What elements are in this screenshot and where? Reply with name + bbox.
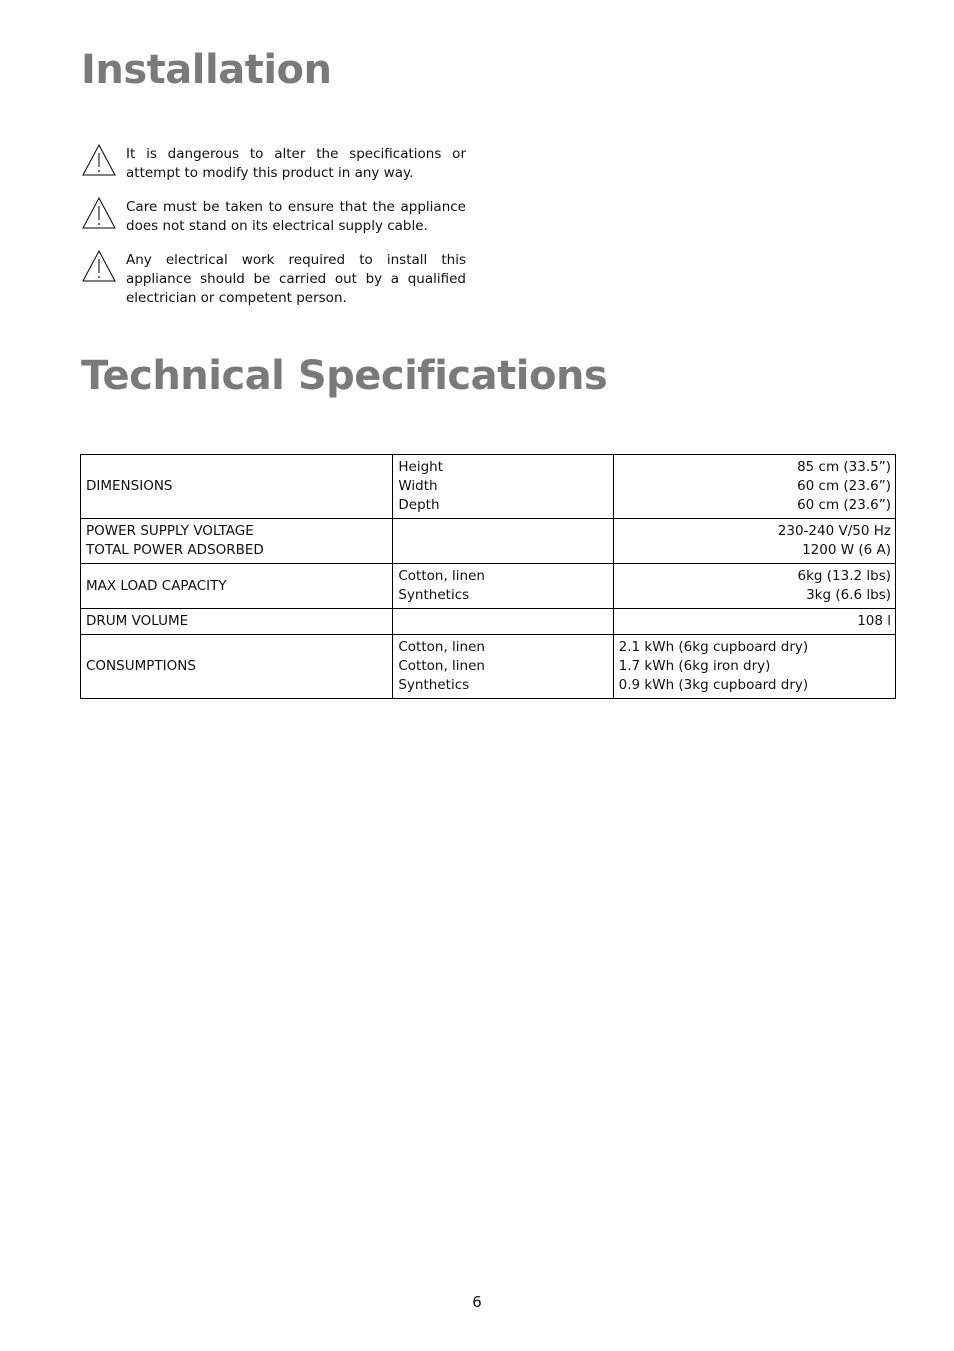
warning-triangle-icon: [81, 196, 117, 230]
table-row: [81, 635, 896, 699]
warning-text: Care must be taken to ensure that the appliance does not stand on its electrical supply cable.: [126, 199, 466, 234]
spec-label: DRUM VOLUME: [81, 609, 393, 635]
page-number: 6: [472, 1293, 482, 1311]
spec-items: Height Width Depth: [393, 455, 613, 519]
spec-values: 2.1 kWh (6kg cupboard dry) 1.7 kWh (6kg iron dry) 0.9 kWh (3kg cupboard dry): [613, 635, 895, 699]
spec-values: 6kg (13.2 lbs) 3kg (6.6 lbs): [613, 564, 895, 609]
specifications-table: [80, 454, 896, 699]
spec-values: 230-240 V/50 Hz 1200 W (6 A): [613, 519, 895, 564]
table-row: [81, 564, 896, 609]
table-row: [81, 519, 896, 564]
warning-triangle-icon: [81, 249, 117, 283]
spec-label: DIMENSIONS: [81, 455, 393, 519]
spec-items: Cotton, linen Cotton, linen Synthetics: [393, 635, 613, 699]
spec-items: [393, 519, 613, 564]
warning-text: It is dangerous to alter the specifications or attempt to modify this product in any way.: [126, 146, 466, 181]
spec-items: [393, 609, 613, 635]
table-row: [81, 609, 896, 635]
spec-label: POWER SUPPLY VOLTAGE TOTAL POWER ADSORBED: [81, 519, 393, 564]
spec-label: MAX LOAD CAPACITY: [81, 564, 393, 609]
spec-items: Cotton, linen Synthetics: [393, 564, 613, 609]
warning-triangle-icon: [81, 143, 117, 177]
warning-text: Any electrical work required to install this appliance should be carried out by a qualified electrician or competent person.: [126, 252, 466, 306]
table-row: [81, 455, 896, 519]
technical-specifications-heading: Technical Specifications: [81, 353, 608, 399]
spec-label: CONSUMPTIONS: [81, 635, 393, 699]
spec-values: 85 cm (33.5”) 60 cm (23.6”) 60 cm (23.6”): [613, 455, 895, 519]
spec-values: 108 l: [613, 609, 895, 635]
installation-heading: Installation: [81, 47, 332, 93]
